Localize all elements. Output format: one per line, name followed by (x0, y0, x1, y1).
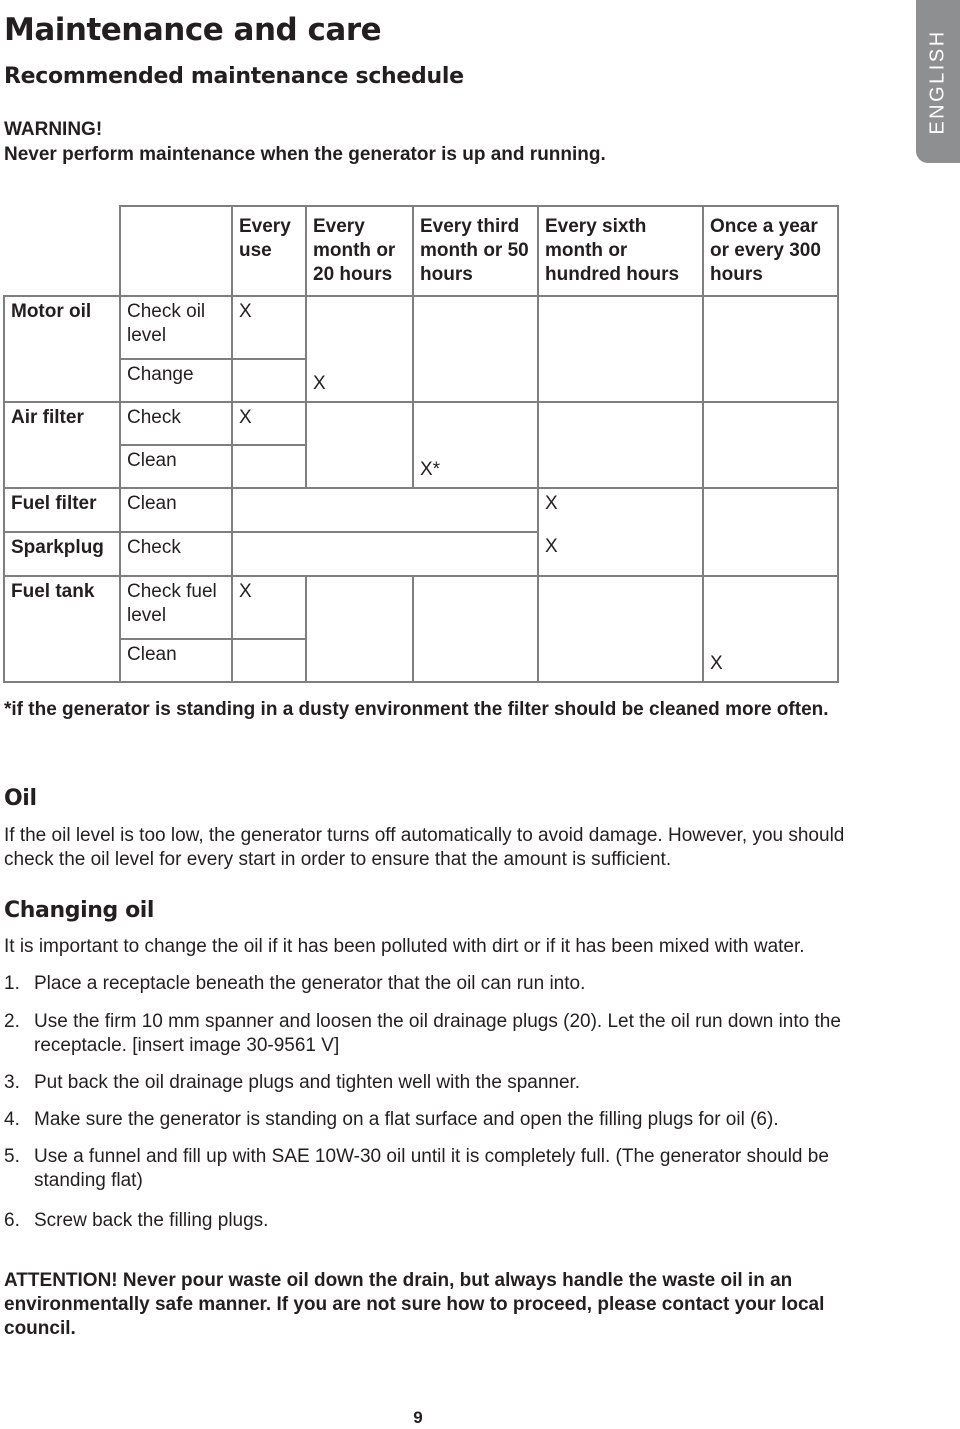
task-cell: Check (120, 532, 232, 576)
component-cell: Fuel tank (4, 576, 120, 682)
mark-cell: X (232, 402, 306, 445)
step-number: 6. (4, 1210, 20, 1231)
mark-cell (232, 359, 306, 402)
mark-cell (232, 532, 538, 576)
task-cell: Clean (120, 488, 232, 532)
step-number: 2. (4, 1011, 20, 1032)
language-tab-label: ENGLISH (926, 28, 949, 135)
component-cell: Sparkplug (4, 532, 120, 576)
mark-cell (413, 296, 538, 402)
component-cell: Air filter (4, 402, 120, 488)
task-cell: Check (120, 402, 232, 445)
table-footnote: *if the generator is standing in a dusty environment the filter should be cleaned more often. (4, 699, 829, 720)
attention-notice: ATTENTION! Never pour waste oil down the drain, but always handle the waste oil in an environmentally safe manner. If you are not sure how to proceed, please contact your local council. (4, 1270, 825, 1339)
mark-cell (538, 576, 703, 682)
step-text: Use a funnel and fill up with SAE 10W-30 oil until it is completely full. (The generator should be standing flat) (34, 1146, 829, 1191)
column-header: Every use (232, 206, 306, 296)
step-number: 3. (4, 1072, 20, 1093)
task-cell: Check fuel level (120, 576, 232, 639)
mark-cell (413, 576, 538, 682)
task-cell: Change (120, 359, 232, 402)
oil-heading: Oil (4, 786, 37, 811)
warning-label: WARNING! (4, 119, 103, 140)
list-item (4, 1071, 854, 1095)
language-tab (916, 0, 960, 163)
mark-cell: X* (413, 402, 538, 488)
mark-cell: X (232, 296, 306, 359)
mark-cell (703, 296, 838, 402)
oil-paragraph: If the oil level is too low, the generator turns off automatically to avoid damage. However, you should check the oil level for every start in order to ensure that the amount is sufficient. (4, 825, 845, 870)
step-text: Make sure the generator is standing on a flat surface and open the filling plugs for oil (6). (34, 1109, 779, 1130)
step-number: 1. (4, 973, 20, 994)
component-cell: Motor oil (4, 296, 120, 402)
mark-cell (703, 488, 838, 576)
column-header: Once a year or every 300 hours (703, 206, 838, 296)
list-item (4, 1145, 854, 1193)
mark-cell (306, 402, 413, 488)
mark-cell (538, 402, 703, 488)
mark-cell (306, 576, 413, 682)
list-item (4, 1209, 854, 1233)
mark-cell (538, 296, 703, 402)
page-title: Maintenance and care (4, 12, 382, 48)
changing-oil-intro: It is important to change the oil if it has been polluted with dirt or if it has been mixed with water. (4, 936, 805, 957)
page-number: 9 (413, 1408, 423, 1427)
mark-cell (538, 488, 703, 576)
table-header-row (4, 206, 838, 296)
step-text: Put back the oil drainage plugs and tighten well with the spanner. (34, 1072, 581, 1093)
mark-cell (232, 488, 538, 532)
table-row (4, 576, 838, 639)
task-cell: Clean (120, 445, 232, 488)
task-cell: Clean (120, 639, 232, 682)
fuel-filter-mark: X (545, 493, 558, 514)
list-item (4, 1010, 854, 1058)
table-row (4, 402, 838, 445)
mark-cell (232, 445, 306, 488)
changing-oil-heading: Changing oil (4, 898, 155, 923)
table-header-empty (120, 206, 232, 296)
step-text: Use the firm 10 mm spanner and loosen the oil drainage plugs (20). Let the oil run down into the receptacle. [insert image 30-9561 V] (34, 1011, 841, 1056)
column-header: Every third month or 50 hours (413, 206, 538, 296)
step-text: Place a receptacle beneath the generator that the oil can run into. (34, 973, 586, 994)
step-text: Screw back the filling plugs. (34, 1210, 269, 1231)
mark-cell (232, 639, 306, 682)
table-corner-empty (4, 206, 120, 296)
list-item (4, 1108, 854, 1132)
mark-cell: X (232, 576, 306, 639)
maintenance-schedule-table (3, 205, 839, 683)
component-cell: Fuel filter (4, 488, 120, 532)
mark-cell: X (703, 576, 838, 682)
column-header: Every month or 20 hours (306, 206, 413, 296)
step-number: 5. (4, 1146, 20, 1167)
sparkplug-mark: X (545, 536, 558, 557)
table-row (4, 296, 838, 359)
warning-block (4, 117, 606, 167)
column-header: Every sixth month or hundred hours (538, 206, 703, 296)
mark-cell (703, 402, 838, 488)
list-item (4, 972, 854, 996)
section-subtitle: Recommended maintenance schedule (4, 64, 464, 89)
table-row (4, 488, 838, 532)
warning-text: Never perform maintenance when the generator is up and running. (4, 144, 606, 165)
task-cell: Check oil level (120, 296, 232, 359)
step-number: 4. (4, 1109, 20, 1130)
mark-cell: X (306, 296, 413, 402)
